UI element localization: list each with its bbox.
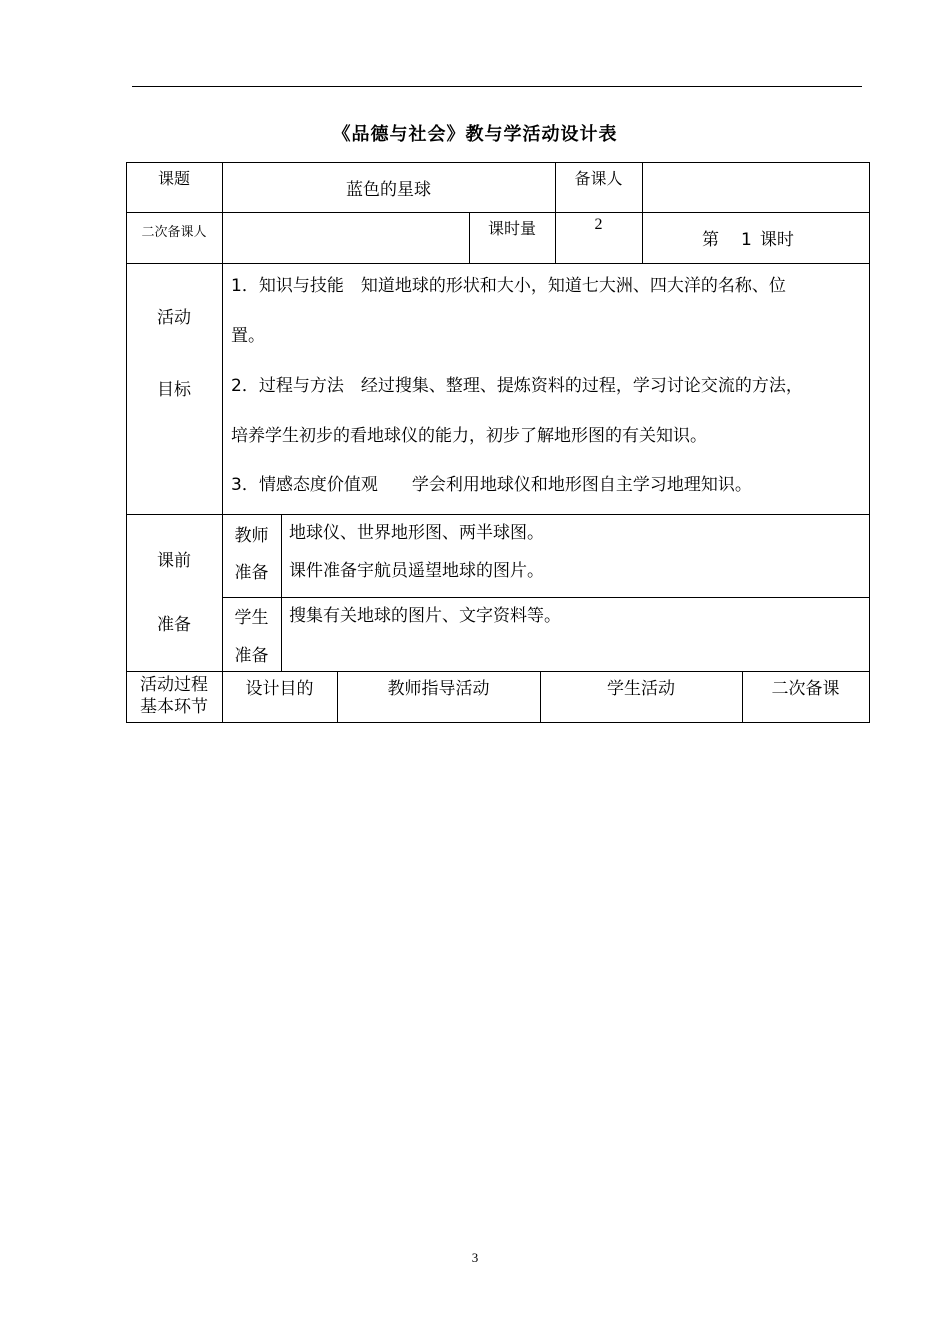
column-divider [281,514,282,671]
document-title: 《品德与社会》教与学活动设计表 [332,124,618,145]
preparer-label: 备课人 [574,171,623,188]
prep-label-line1: 课前 [157,551,191,570]
row-divider [126,263,870,264]
goals-label-line1: 活动 [157,308,191,327]
goal-line: 培养学生初步的看地球仪的能力，初步了解地形图的有关知识。 [231,426,707,446]
goal-line: 3．情感态度价值观 学会利用地球仪和地形图自主学习地理知识。 [231,475,752,495]
teacher-prep-item: 地球仪、世界地形图、两半球图。 [289,523,544,543]
session-prefix: 第 [702,230,719,250]
header-rule [132,86,862,87]
row-divider [126,514,870,515]
prep-label-line2: 准备 [157,615,191,634]
process-header-purpose: 设计目的 [245,679,314,698]
student-prep-item: 搜集有关地球的图片、文字资料等。 [289,606,561,626]
column-divider [642,162,643,263]
process-header-student: 学生活动 [607,679,675,698]
session-suffix: 课时 [759,230,794,250]
hours-value: 2 [594,216,603,233]
goal-line: 2．过程与方法 经过搜集、整理、提炼资料的过程，学习讨论交流的方法， [231,376,803,396]
teacher-prep-label-line1: 教师 [234,526,269,545]
topic-value: 蓝色的星球 [346,180,431,200]
student-prep-label-line2: 准备 [234,646,269,665]
table-border-bottom [126,722,870,723]
process-header-stage-line1: 活动过程 [140,675,208,694]
teacher-prep-item: 课件准备宇航员遥望地球的图片。 [289,561,544,581]
goals-label-line2: 目标 [157,380,191,399]
table-border-right [869,162,870,722]
page-number: 3 [471,1250,479,1265]
second-preparer-label: 二次备课人 [141,224,207,239]
session-indicator [702,225,862,250]
topic-label: 课题 [157,171,190,188]
row-divider [222,597,870,598]
process-header-teacher: 教师指导活动 [387,679,490,698]
table-border-left [126,162,127,722]
teacher-prep-label-line2: 准备 [234,563,269,582]
process-header-stage-line2: 基本环节 [140,697,208,716]
goal-line: 1．知识与技能 知道地球的形状和大小，知道七大洲、四大洋的名称、位 [231,276,786,296]
row-divider [126,212,870,213]
table-border-top [126,162,870,163]
process-header-second-prep: 二次备课 [771,679,840,698]
student-prep-label-line1: 学生 [234,608,269,627]
session-number: 1 [741,230,752,250]
row-divider [126,671,870,672]
hours-label: 课时量 [487,221,536,238]
column-divider [222,162,223,722]
goal-line: 置。 [231,326,265,346]
process-header-stage [126,674,222,718]
